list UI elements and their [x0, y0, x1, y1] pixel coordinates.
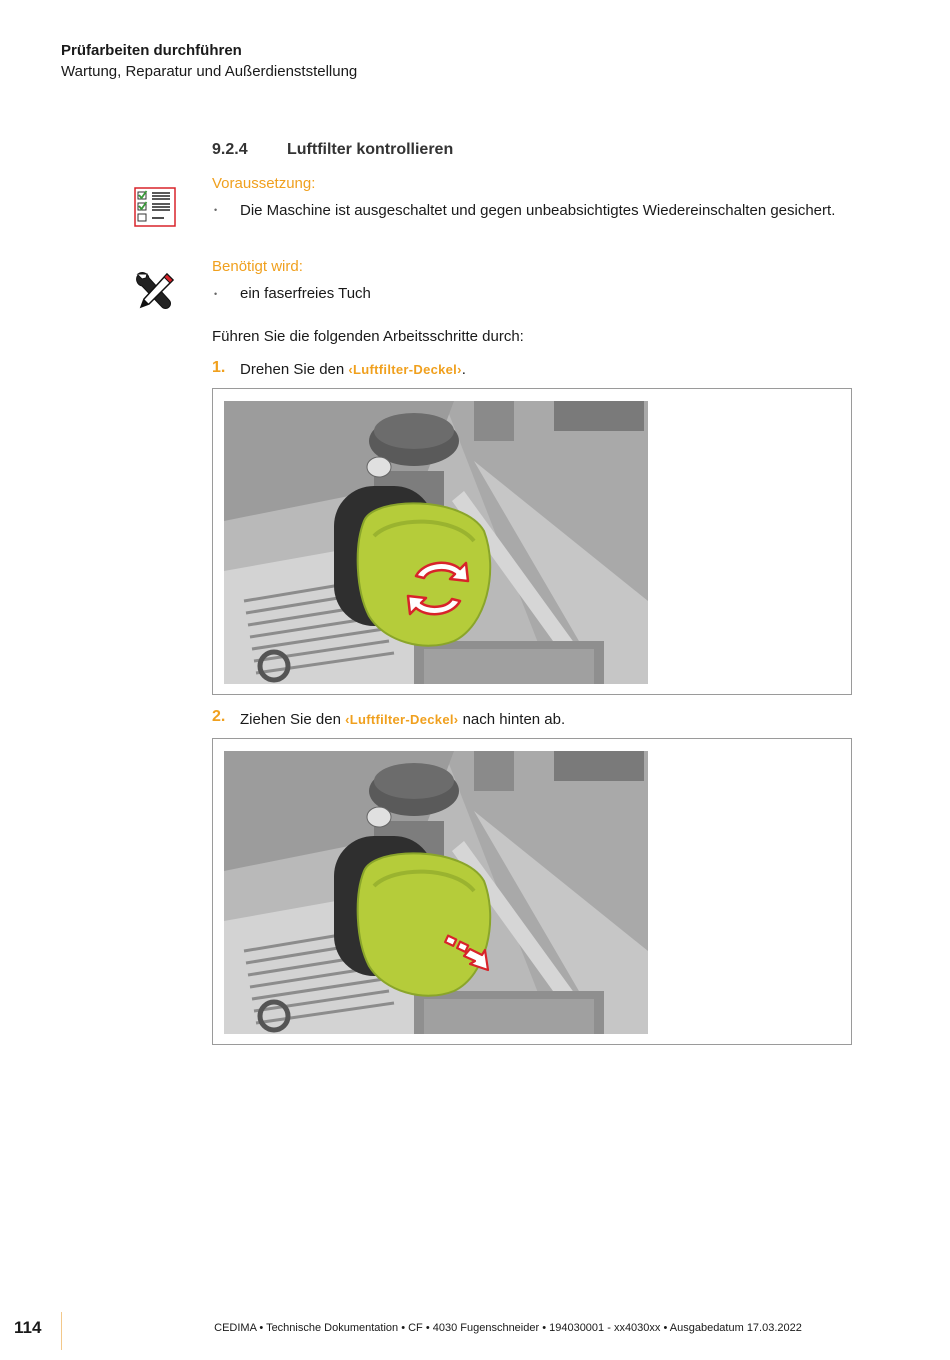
step-text-before: Ziehen Sie den — [240, 711, 346, 728]
figure-step-1 — [212, 388, 852, 695]
footer-text: CEDIMA • Technische Dokumentation • CF • 4030 Fugenschneider • 194030001 - xx4030xx • Ausgabedatum 17.03.2022 — [214, 1322, 802, 1334]
prerequisite-label: Voraussetzung: — [212, 175, 316, 192]
prerequisite-item: Die Maschine ist ausgeschaltet und gegen unbeabsichtigtes Wiedereinschalten gesichert. — [240, 202, 836, 219]
step-text-before: Drehen Sie den — [240, 361, 349, 378]
tools-icon — [133, 270, 177, 312]
page-header-subtitle: Wartung, Reparatur und Außerdienststellung — [61, 63, 358, 80]
figure-step-2 — [212, 738, 852, 1045]
section-title: Luftfilter kontrollieren — [287, 141, 454, 158]
component-reference: ‹Luftfilter-Deckel› — [345, 712, 459, 727]
required-item: ein faserfreies Tuch — [240, 285, 371, 302]
section-number: 9.2.4 — [212, 141, 248, 158]
step-text — [240, 361, 466, 378]
step-text-after: nach hinten ab. — [458, 711, 566, 728]
bullet-marker: • — [214, 289, 218, 299]
step-number: 2. — [212, 708, 226, 725]
step-text-after: . — [461, 361, 466, 378]
page-header-title: Prüfarbeiten durchführen — [61, 42, 242, 59]
steps-intro: Führen Sie die folgenden Arbeitsschritte durch: — [212, 328, 524, 345]
step-text — [240, 711, 565, 728]
photo-air-filter-rotate — [224, 401, 648, 684]
page-number: 114 — [14, 1318, 42, 1337]
step-number: 1. — [212, 359, 226, 376]
bullet-marker: • — [214, 205, 218, 215]
photo-air-filter-pull — [224, 751, 648, 1034]
required-label: Benötigt wird: — [212, 258, 303, 275]
component-reference: ‹Luftfilter-Deckel› — [348, 362, 462, 377]
checklist-icon — [134, 187, 176, 227]
